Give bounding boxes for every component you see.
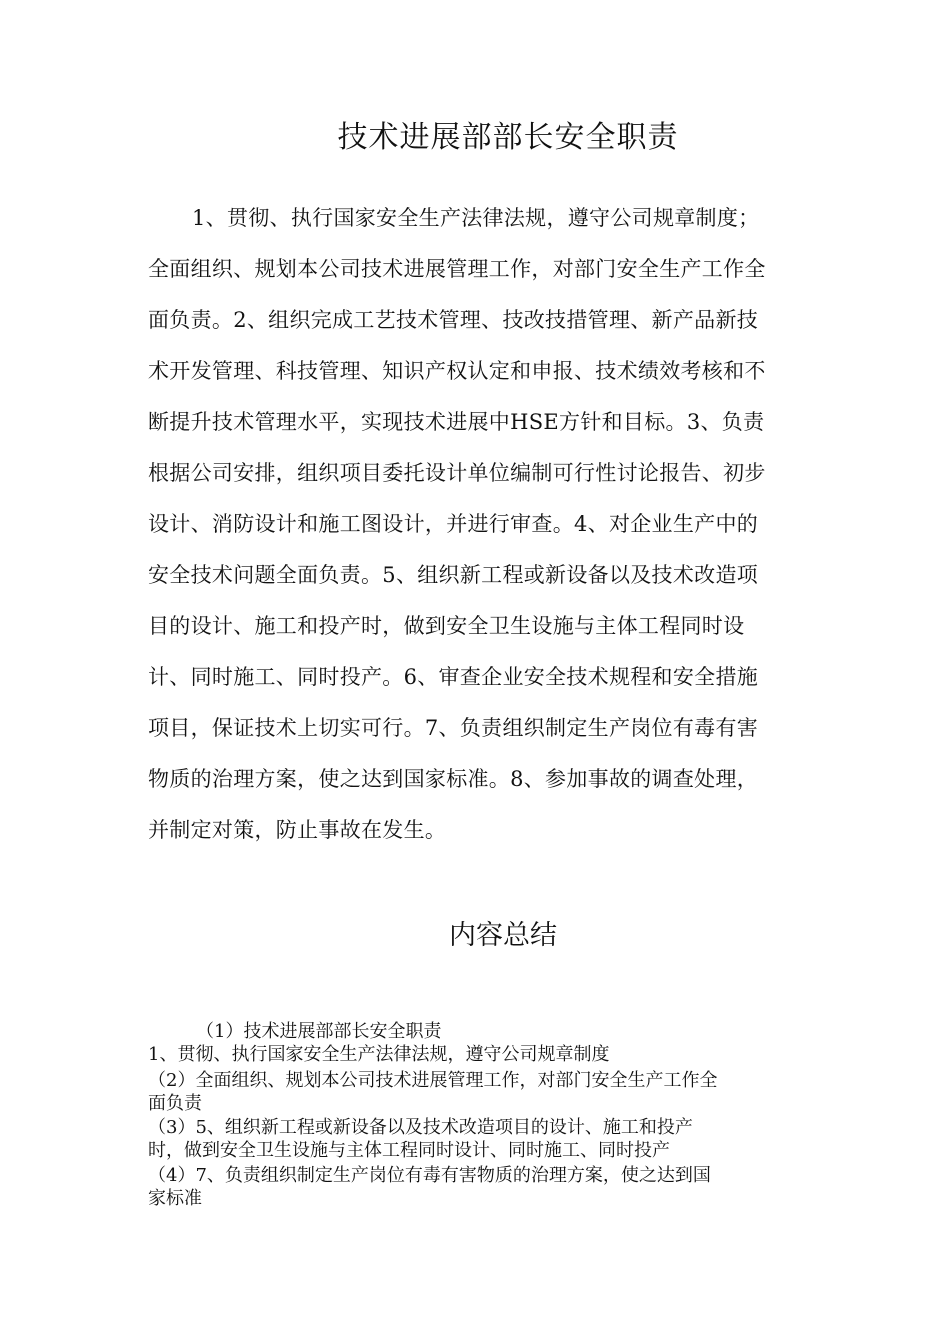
body-line: 计、同时施工、同时投产。6、审查企业安全技术规程和安全措施	[148, 665, 759, 689]
body-line: 目的设计、施工和投产时，做到安全卫生设施与主体工程同时设	[148, 614, 745, 638]
summary-line: 家标准	[148, 1188, 202, 1209]
body-line: 物质的治理方案，使之达到国家标准。8、参加事故的调查处理，	[148, 767, 759, 791]
summary-line: （3）5、组织新工程或新设备以及技术改造项目的设计、施工和投产	[148, 1117, 693, 1138]
summary-line: （4）7、负责组织制定生产岗位有毒有害物质的治理方案，使之达到国	[148, 1165, 711, 1186]
summary-title: 内容总结	[449, 920, 557, 951]
summary-line: （2）全面组织、规划本公司技术进展管理工作，对部门安全生产工作全	[148, 1070, 718, 1091]
document-title: 技术进展部部长安全职责	[337, 120, 679, 155]
summary-line: 时，做到安全卫生设施与主体工程同时设计、同时施工、同时投产	[148, 1140, 670, 1161]
body-line: 安全技术问题全面负责。5、组织新工程或新设备以及技术改造项	[148, 563, 759, 587]
body-line: 断提升技术管理水平，实现技术进展中HSE方针和目标。3、负责	[148, 410, 765, 434]
body-line: 并制定对策，防止事故在发生。	[148, 818, 447, 842]
body-line: 项目，保证技术上切实可行。7、负责组织制定生产岗位有毒有害	[148, 716, 759, 740]
body-line: 面负责。2、组织完成工艺技术管理、技改技措管理、新产品新技	[148, 308, 759, 332]
body-line: 1、贯彻、执行国家安全生产法律法规，遵守公司规章制度；	[192, 206, 760, 230]
body-line: 设计、消防设计和施工图设计，并进行审查。4、对企业生产中的	[148, 512, 759, 536]
body-line: 术开发管理、科技管理、知识产权认定和申报、技术绩效考核和不	[148, 359, 766, 383]
body-line: 根据公司安排，组织项目委托设计单位编制可行性讨论报告、初步	[148, 461, 766, 485]
body-line: 全面组织、规划本公司技术进展管理工作，对部门安全生产工作全	[148, 257, 766, 281]
summary-line: 1、贯彻、执行国家安全生产法律法规，遵守公司规章制度	[148, 1044, 610, 1065]
summary-line: （1）技术进展部部长安全职责	[196, 1021, 442, 1042]
summary-line: 面负责	[148, 1093, 202, 1114]
